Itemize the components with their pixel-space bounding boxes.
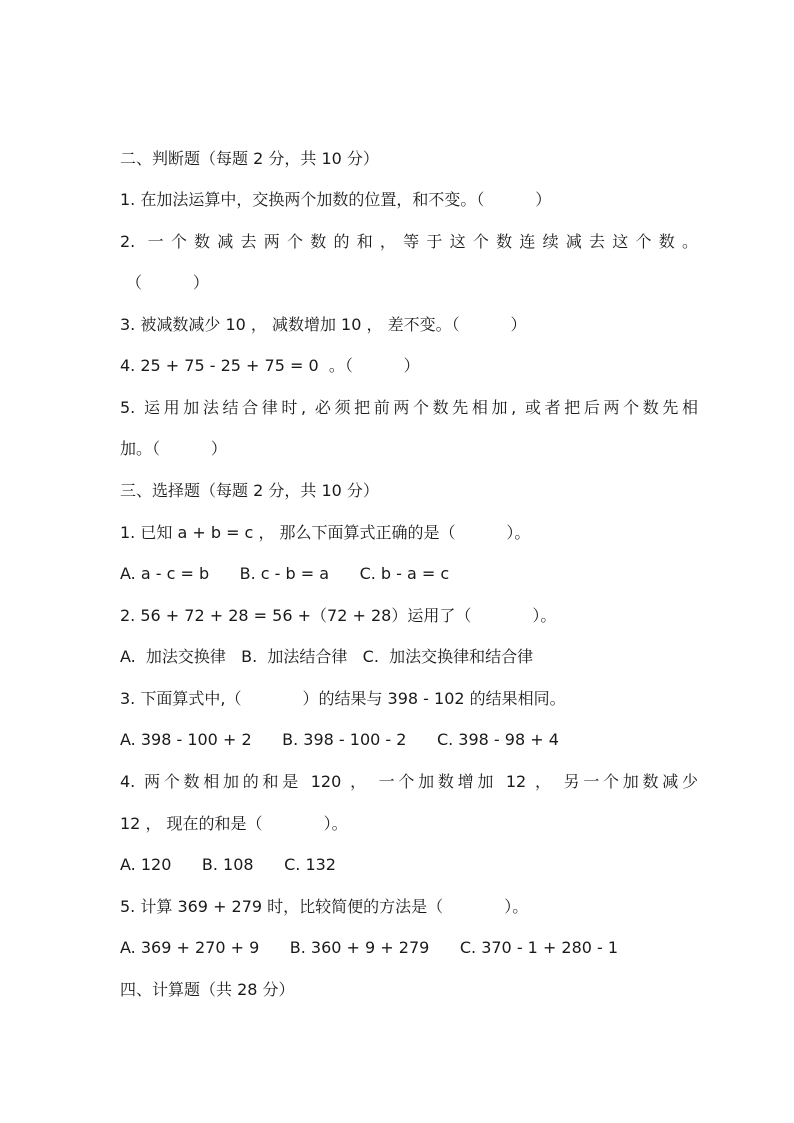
choice-question-4-continued: 12 ， 现在的和是（ ）。 — [120, 814, 348, 833]
judgment-item-2: 2. 一个数减去两个数的和，等于这个数连续减去这个数。 — [120, 232, 698, 251]
choice-question-4: 4. 两个数相加的和是 120 ， 一个加数增加 12 ， 另一个加数减少 — [120, 772, 698, 791]
choice-options-2: A. 加法交换律 B. 加法结合律 C. 加法交换律和结合律 — [120, 647, 534, 666]
judgment-item-5: 5. 运用加法结合律时, 必须把前两个数先相加, 或者把后两个数先相 — [120, 398, 698, 417]
judgment-item-5-continued: 加。（ ） — [120, 439, 227, 458]
choice-question-3: 3. 下面算式中,（ ）的结果与 398 - 102 的结果相同。 — [120, 689, 566, 708]
choice-question-1: 1. 已知 a + b = c ， 那么下面算式正确的是（ ）。 — [120, 523, 531, 542]
choice-options-3: A. 398 - 100 + 2 B. 398 - 100 - 2 C. 398 - 98 + 4 — [120, 730, 559, 749]
choice-options-4: A. 120 B. 108 C. 132 — [120, 855, 336, 874]
section-heading-judgment: 二、判断题（每题 2 分，共 10 分） — [120, 149, 379, 168]
section-heading-choice: 三、选择题（每题 2 分，共 10 分） — [120, 481, 379, 500]
section-heading-calculation: 四、计算题（共 28 分） — [120, 980, 295, 999]
choice-question-5: 5. 计算 369 + 279 时，比较简便的方法是（ ）。 — [120, 897, 529, 916]
judgment-item-2-blank: （ ） — [126, 273, 209, 292]
choice-options-1: A. a - c = b B. c - b = a C. b - a = c — [120, 564, 450, 583]
judgment-item-3: 3. 被减数减少 10 ， 减数增加 10 ， 差不变。（ ） — [120, 315, 527, 334]
judgment-item-4: 4. 25 + 75 - 25 + 75 = 0 。（ ） — [120, 356, 420, 375]
choice-question-2: 2. 56 + 72 + 28 = 56 +（72 + 28）运用了（ ）。 — [120, 606, 557, 625]
choice-options-5: A. 369 + 270 + 9 B. 360 + 9 + 279 C. 370 - 1 + 280 - 1 — [120, 938, 619, 957]
judgment-item-1: 1. 在加法运算中，交换两个加数的位置，和不变。（ ） — [120, 190, 552, 209]
